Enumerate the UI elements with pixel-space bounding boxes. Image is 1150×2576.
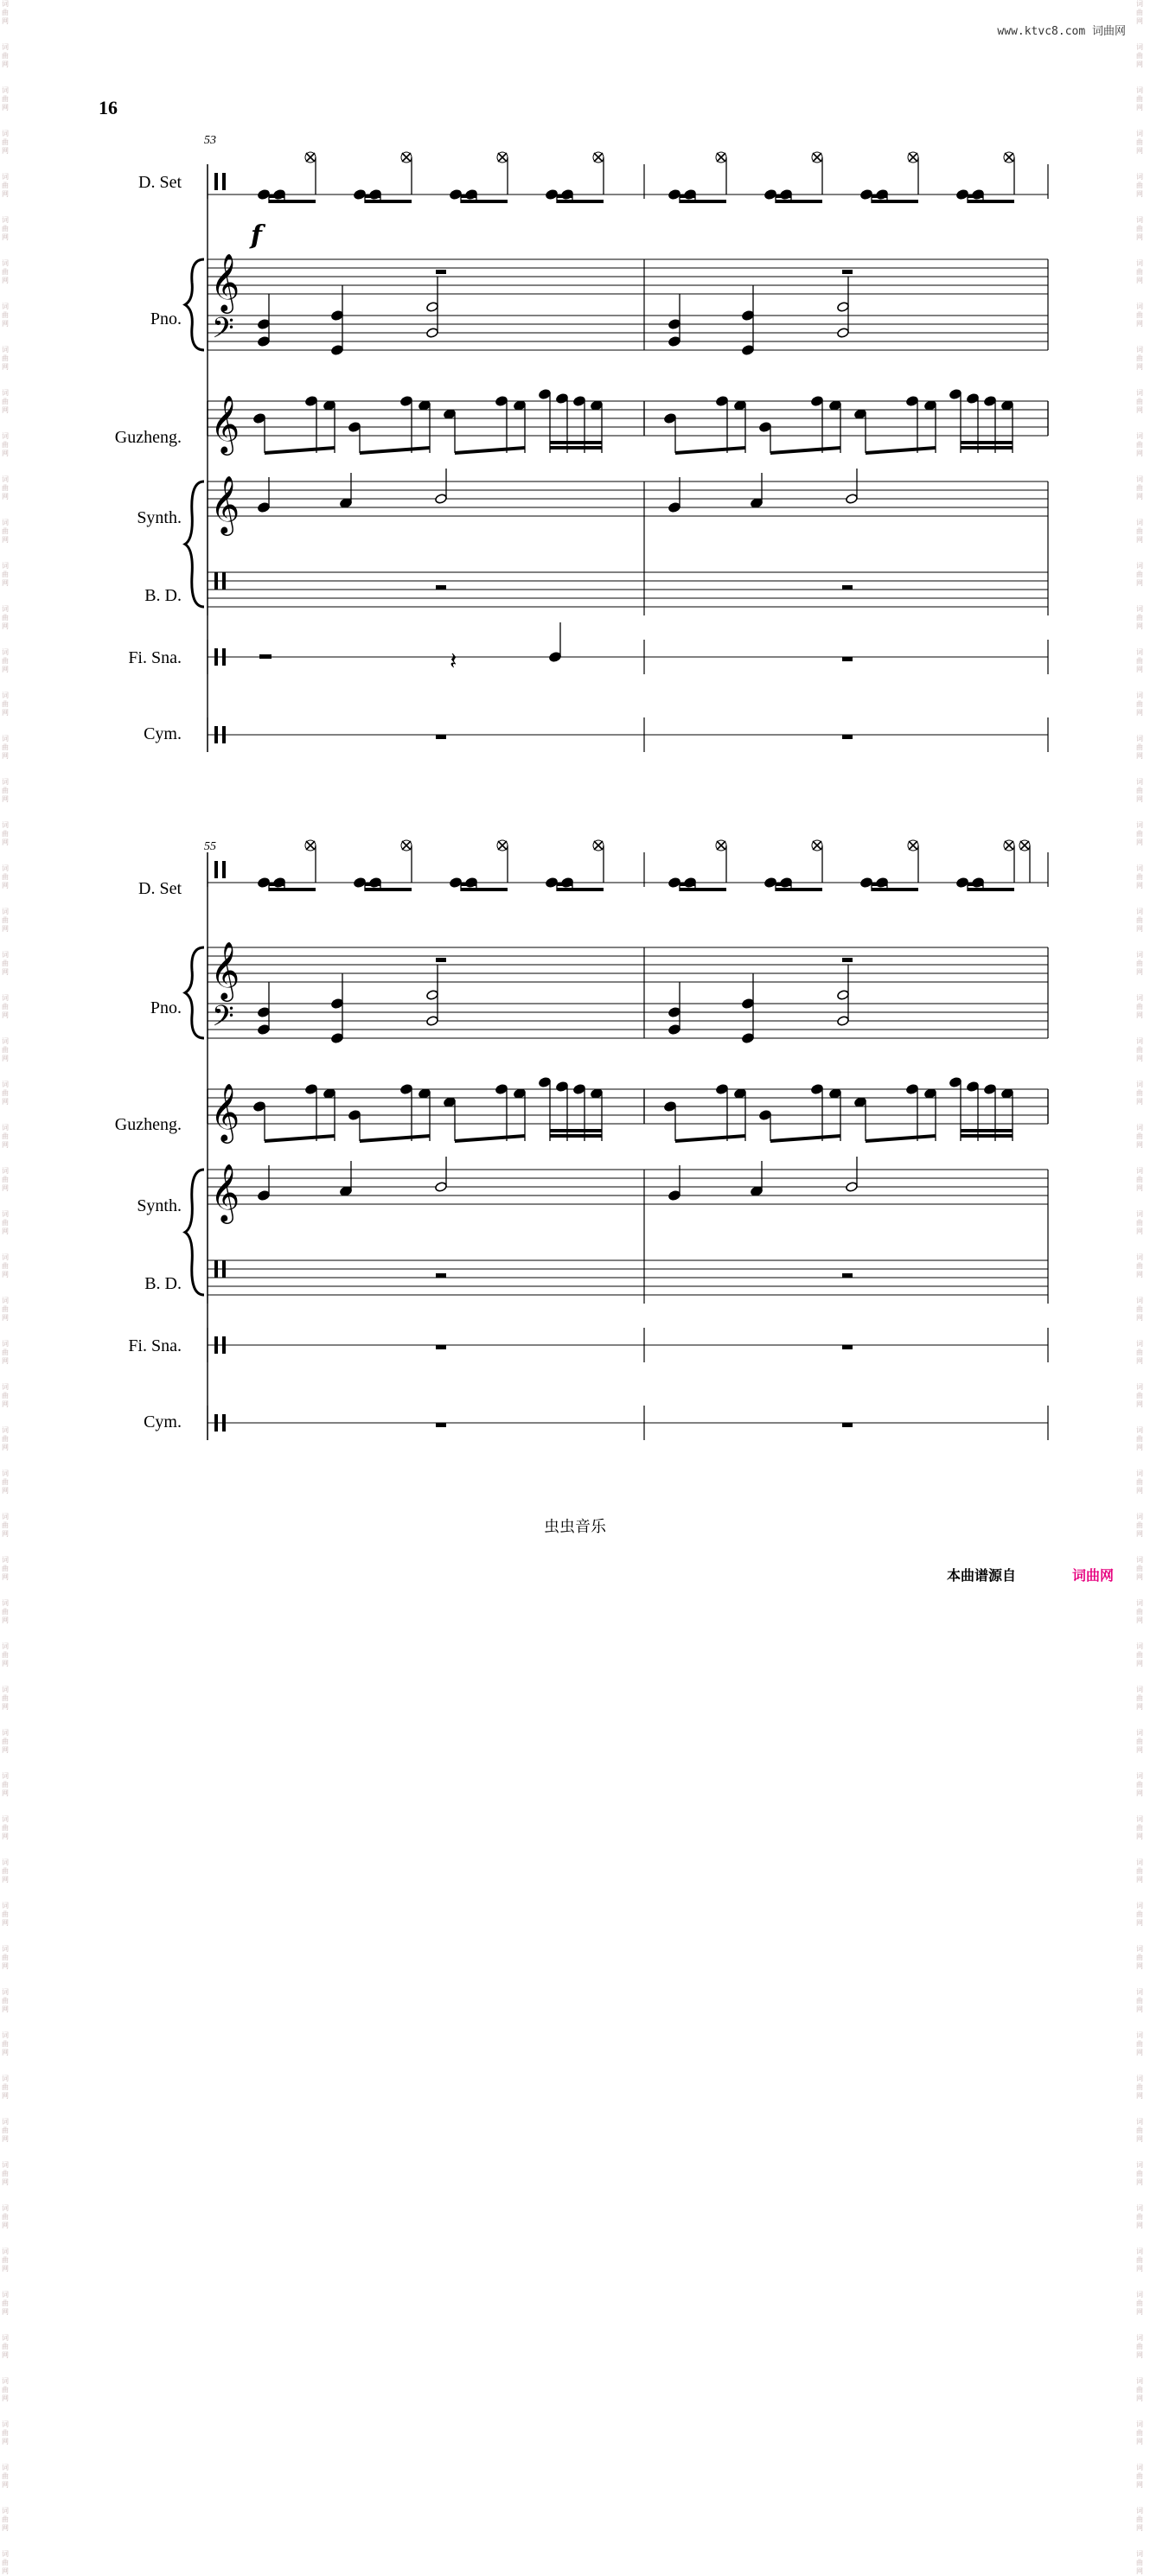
notehead — [331, 1033, 344, 1044]
notehead — [514, 400, 527, 411]
percussion-clef — [222, 1414, 226, 1431]
whole-rest — [436, 270, 446, 274]
notehead — [956, 189, 969, 201]
notehead — [742, 310, 755, 322]
percussion-clef — [222, 648, 226, 666]
beam — [675, 446, 745, 455]
instrument-label-bass-drum: B. D. — [144, 1274, 182, 1293]
notehead — [829, 400, 842, 411]
percussion-clef — [214, 648, 218, 666]
bass-clef: 𝄢 — [212, 1000, 234, 1040]
beam — [550, 441, 602, 444]
notehead — [546, 877, 559, 889]
notehead — [444, 409, 457, 420]
notehead — [495, 1084, 508, 1095]
notehead — [764, 189, 777, 201]
beam — [866, 1134, 936, 1143]
instrument-label-synth: Synth. — [137, 1196, 182, 1215]
notehead — [348, 422, 361, 433]
notehead — [664, 1101, 677, 1113]
instrument-label-drum-set: D. Set — [138, 173, 182, 192]
beam — [365, 200, 412, 203]
instrument-label-field-snare: Fi. Sna. — [128, 648, 182, 667]
measure-number: 55 — [204, 840, 216, 853]
measure-number: 53 — [204, 134, 216, 147]
notehead — [716, 396, 729, 407]
notehead — [949, 389, 962, 400]
notehead — [323, 400, 336, 411]
beam — [461, 194, 476, 198]
beam — [461, 200, 508, 203]
notehead — [305, 1084, 318, 1095]
treble-clef: 𝄞 — [210, 1163, 240, 1221]
beam — [680, 194, 695, 198]
notehead — [450, 877, 463, 889]
notehead — [1001, 400, 1014, 411]
beam — [550, 1129, 602, 1132]
treble-clef: 𝄞 — [210, 252, 240, 311]
piano-brace — [185, 259, 204, 350]
notehead — [258, 1024, 271, 1036]
notehead — [984, 396, 997, 407]
beam — [269, 194, 284, 198]
whole-rest — [842, 657, 853, 661]
notehead — [906, 396, 919, 407]
whole-rest — [842, 1273, 853, 1278]
notehead — [837, 328, 850, 339]
notehead — [972, 189, 985, 201]
dynamic-marking: f — [251, 220, 262, 251]
notehead — [556, 393, 569, 405]
beam — [968, 200, 1014, 203]
beam — [866, 446, 936, 455]
notehead — [418, 1088, 431, 1100]
notehead — [426, 302, 439, 313]
beam — [455, 446, 525, 455]
notehead — [258, 319, 271, 330]
beam — [872, 883, 887, 886]
footer-source-site[interactable]: 词曲网 — [1072, 1567, 1115, 1584]
notehead — [924, 1088, 937, 1100]
notehead — [426, 1016, 439, 1027]
notehead — [426, 328, 439, 339]
notehead — [323, 1088, 336, 1100]
percussion-clef — [222, 1336, 226, 1354]
instrument-label-guzheng: Guzheng. — [114, 1115, 182, 1134]
beam — [680, 883, 695, 886]
notehead — [354, 189, 367, 201]
notehead — [258, 877, 271, 889]
beam — [557, 200, 604, 203]
whole-rest — [436, 1273, 446, 1278]
notehead — [668, 336, 681, 348]
notehead — [573, 1084, 586, 1095]
beam — [557, 883, 572, 886]
beam — [557, 194, 572, 198]
percussion-clef — [222, 1260, 226, 1278]
notehead — [716, 1084, 729, 1095]
notehead — [668, 1190, 681, 1202]
beam — [265, 1134, 335, 1143]
beam — [872, 200, 918, 203]
footer-source-label: 本曲谱源自 — [947, 1567, 1017, 1584]
whole-rest — [842, 1345, 853, 1349]
beam — [961, 1134, 1013, 1138]
beam — [872, 888, 918, 891]
notehead — [340, 498, 353, 509]
notehead — [573, 396, 586, 407]
beam — [968, 883, 983, 886]
notehead — [924, 400, 937, 411]
notehead — [967, 393, 980, 405]
notehead — [354, 877, 367, 889]
notehead — [549, 652, 562, 663]
percussion-clef — [214, 726, 218, 743]
notehead — [860, 877, 873, 889]
notehead — [906, 1084, 919, 1095]
beam — [961, 441, 1013, 444]
notehead — [514, 1088, 527, 1100]
instrument-label-guzheng: Guzheng. — [114, 428, 182, 447]
beam — [968, 194, 983, 198]
notehead — [846, 1182, 859, 1193]
beam — [776, 200, 822, 203]
notehead — [331, 310, 344, 322]
notehead — [426, 990, 439, 1001]
percussion-clef — [222, 572, 226, 590]
notehead — [668, 319, 681, 330]
notehead — [556, 1081, 569, 1093]
beam — [557, 888, 604, 891]
whole-rest — [436, 585, 446, 590]
quarter-rest: 𝄽 — [450, 647, 457, 675]
percussion-clef — [214, 1414, 218, 1431]
percussion-clef — [222, 173, 226, 190]
notehead — [435, 1182, 448, 1193]
beam — [461, 888, 508, 891]
beam — [360, 1134, 430, 1143]
notehead — [435, 494, 448, 505]
notehead — [258, 1190, 271, 1202]
beam — [770, 1134, 840, 1143]
footer-publisher: 虫虫音乐 — [544, 1518, 606, 1536]
instrument-label-piano: Pno. — [150, 309, 182, 328]
notehead — [340, 1186, 353, 1197]
notehead — [734, 1088, 747, 1100]
notehead — [539, 1077, 552, 1088]
notehead — [837, 990, 850, 1001]
notehead — [984, 1084, 997, 1095]
notehead — [668, 1007, 681, 1018]
whole-rest — [436, 735, 446, 739]
whole-rest — [842, 958, 853, 962]
beam — [776, 888, 822, 891]
treble-clef: 𝄞 — [210, 940, 240, 999]
beam — [269, 200, 316, 203]
notehead — [400, 1084, 413, 1095]
percussion-clef — [222, 726, 226, 743]
notehead — [668, 877, 681, 889]
notehead — [258, 189, 271, 201]
notehead — [811, 396, 824, 407]
instrument-label-bass-drum: B. D. — [144, 586, 182, 605]
notehead — [546, 189, 559, 201]
notehead — [668, 502, 681, 513]
notehead — [668, 1024, 681, 1036]
beam — [550, 446, 602, 450]
notehead — [837, 1016, 850, 1027]
synth-brace — [185, 481, 204, 607]
notehead — [539, 389, 552, 400]
notehead — [811, 1084, 824, 1095]
beam — [265, 446, 335, 455]
notehead — [972, 877, 985, 889]
notehead — [253, 1101, 266, 1113]
notehead — [967, 1081, 980, 1093]
piano-brace — [185, 947, 204, 1038]
whole-rest — [842, 735, 853, 739]
notehead — [854, 409, 867, 420]
header-site[interactable]: www.ktvc8.com 词曲网 — [997, 25, 1126, 38]
right-watermark-strip: 词 曲 网 词 曲 网 词 曲 网 词 曲 网 词 曲 网 词 曲 网 词 曲 网 词 曲 网 词 曲 网 词 曲 网 词 曲 网 词 曲 网 词 曲 网 词 曲 网 词 曲 网 词 曲 网 词 曲 网 词 曲 网 词 曲 网 词 曲 网 词 曲 网 词 曲 网 词 曲 网 词 曲 网 词 曲 网 词 曲 网 词 曲 网 词 曲 网 词 曲 网 词 曲 网 词 曲 网 词 曲 网 词 曲 网 词 曲 网 词 曲 网 词 曲 网 词 曲 网 词 曲 网 词 曲 网 词 曲 网 词 曲 网 词 曲 网 词 曲 网 词 曲 网 词 曲 网 词 曲 网 词 曲 网 词 曲 网 词 曲 网 词 曲 网 词 曲 网 词 曲 网 词 曲 网 词 曲 网 词 曲 网 词 曲 网 词 曲 网 词 曲 网 词 曲 网 词 曲 网 — [1136, 0, 1143, 2575]
beam — [872, 194, 887, 198]
notehead — [854, 1097, 867, 1108]
beam — [365, 883, 380, 886]
percussion-clef — [214, 572, 218, 590]
notehead — [1001, 1088, 1014, 1100]
percussion-clef — [214, 861, 218, 878]
notehead — [591, 1088, 604, 1100]
instrument-label-synth: Synth. — [137, 508, 182, 527]
notehead — [759, 422, 772, 433]
beam — [269, 888, 316, 891]
notehead — [664, 413, 677, 424]
notehead — [956, 877, 969, 889]
notehead — [450, 189, 463, 201]
notehead — [764, 877, 777, 889]
notehead — [759, 1110, 772, 1121]
notehead — [846, 494, 859, 505]
instrument-label-piano: Pno. — [150, 998, 182, 1017]
notehead — [734, 400, 747, 411]
instrument-label-cymbal: Cym. — [144, 1412, 182, 1431]
beam — [770, 446, 840, 455]
percussion-clef — [214, 1260, 218, 1278]
notehead — [860, 189, 873, 201]
notehead — [751, 1186, 763, 1197]
beam — [461, 883, 476, 886]
notehead — [444, 1097, 457, 1108]
whole-rest — [436, 1345, 446, 1349]
notehead — [742, 998, 755, 1010]
beam — [776, 194, 791, 198]
notehead — [668, 189, 681, 201]
beam — [680, 200, 726, 203]
notehead — [418, 400, 431, 411]
beam — [360, 446, 430, 455]
instrument-label-cymbal: Cym. — [144, 724, 182, 743]
notehead — [253, 413, 266, 424]
whole-rest — [436, 958, 446, 962]
beam — [675, 1134, 745, 1143]
instrument-label-field-snare: Fi. Sna. — [128, 1336, 182, 1355]
whole-rest — [842, 1423, 853, 1427]
notehead — [400, 396, 413, 407]
treble-clef: 𝄞 — [210, 475, 240, 533]
percussion-clef — [214, 1336, 218, 1354]
whole-rest — [842, 585, 853, 590]
beam — [961, 1129, 1013, 1132]
notehead — [258, 1007, 271, 1018]
whole-rest — [436, 1423, 446, 1427]
whole-rest — [842, 270, 853, 274]
notehead — [742, 1033, 755, 1044]
beam — [269, 883, 284, 886]
notehead — [331, 345, 344, 356]
instrument-label-drum-set: D. Set — [138, 879, 182, 898]
notehead — [751, 498, 763, 509]
notehead — [305, 396, 318, 407]
beam — [961, 446, 1013, 450]
beam — [968, 888, 1014, 891]
notehead — [331, 998, 344, 1010]
notehead — [742, 345, 755, 356]
synth-brace — [185, 1170, 204, 1295]
page-number: 16 — [99, 97, 118, 118]
notehead — [591, 400, 604, 411]
beam — [776, 883, 791, 886]
percussion-clef — [222, 861, 226, 878]
beam — [550, 1134, 602, 1138]
beam — [455, 1134, 525, 1143]
bass-clef: 𝄢 — [212, 312, 234, 352]
notehead — [949, 1077, 962, 1088]
treble-clef: 𝄞 — [210, 394, 240, 453]
notehead — [258, 336, 271, 348]
beam — [680, 888, 726, 891]
notehead — [348, 1110, 361, 1121]
treble-clef: 𝄞 — [210, 1082, 240, 1141]
notehead — [829, 1088, 842, 1100]
percussion-clef — [214, 173, 218, 190]
half-rest — [259, 654, 272, 659]
notehead — [258, 502, 271, 513]
notehead — [495, 396, 508, 407]
left-watermark-strip: 词 曲 网 词 曲 网 词 曲 网 词 曲 网 词 曲 网 词 曲 网 词 曲 网 词 曲 网 词 曲 网 词 曲 网 词 曲 网 词 曲 网 词 曲 网 词 曲 网 词 曲 网 词 曲 网 词 曲 网 词 曲 网 词 曲 网 词 曲 网 词 曲 网 词 曲 网 词 曲 网 词 曲 网 词 曲 网 词 曲 网 词 曲 网 词 曲 网 词 曲 网 词 曲 网 词 曲 网 词 曲 网 词 曲 网 词 曲 网 词 曲 网 词 曲 网 词 曲 网 词 曲 网 词 曲 网 词 曲 网 词 曲 网 词 曲 网 词 曲 网 词 曲 网 词 曲 网 词 曲 网 词 曲 网 词 曲 网 词 曲 网 词 曲 网 词 曲 网 词 曲 网 词 曲 网 词 曲 网 词 曲 网 词 曲 网 词 曲 网 词 曲 网 词 曲 网 词 曲 网 — [2, 0, 9, 2575]
beam — [365, 194, 380, 198]
beam — [365, 888, 412, 891]
notehead — [837, 302, 850, 313]
